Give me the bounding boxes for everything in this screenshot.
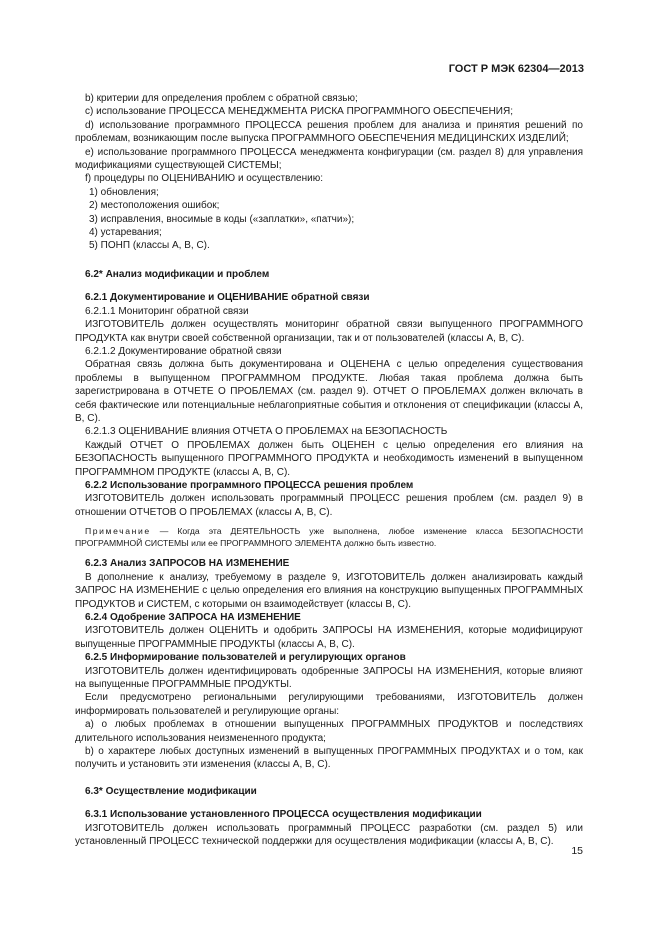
paragraph-6-2-1-2: Обратная связь должна быть документирована и ОЦЕНЕНА с целью определения существования проблемы в выпущенном ПРОГРАММНОМ ПРОДУКТЕ. Любая такая проблема должна быть зарегистрирована в ОТЧЕТЕ О ПРОБЛЕМАХ (см. раздел 9). ОТЧЕТ О ПРОБЛЕМАХ должен включать в себя фактические или потенциальные неблагоприятные события и отклонения от спецификации (классы A, B, C). <box>75 359 583 424</box>
list-item-b: b) критерии для определения проблем с обратной связью; <box>85 93 358 104</box>
paragraph-6-2-2: ИЗГОТОВИТЕЛЬ должен использовать программный ПРОЦЕСС решения проблем (см. раздел 9) в отношении ОТЧЕТОВ О ПРОБЛЕМАХ (классы A, B, C). <box>75 493 583 518</box>
heading-6-2-4: 6.2.4 Одобрение ЗАПРОСА НА ИЗМЕНЕНИЕ <box>85 612 301 623</box>
paragraph-6-2-1-3: Каждый ОТЧЕТ О ПРОБЛЕМАХ должен быть ОЦЕНЕН с целью определения его влияния на БЕЗОПАСНОСТЬ выпущенного ПРОГРАММНОГО ПРОДУКТА и необходимость изменений в выпущенном ПРОГРАММНОМ ПРОДУКТЕ (классы A, B, C). <box>75 439 583 478</box>
heading-6-2-3: 6.2.3 Анализ ЗАПРОСОВ НА ИЗМЕНЕНИЕ <box>85 558 290 570</box>
note <box>75 526 583 549</box>
section-heading-6-3: 6.3* Осуществление модификации <box>85 785 257 797</box>
list-item-c: c) использование ПРОЦЕССА МЕНЕДЖМЕНТА РИСКА ПРОГРАММНОГО ОБЕСПЕЧЕНИЯ; <box>85 106 513 118</box>
note-label: Примечание <box>85 526 151 537</box>
subheading-6-2-1-3: 6.2.1.3 ОЦЕНИВАНИЕ влияния ОТЧЕТА О ПРОБЛЕМАХ на БЕЗОПАСНОСТЬ <box>85 426 448 438</box>
list-item-e: e) использование программного ПРОЦЕССА менеджмента конфигурации (см. раздел 8) для управления модификациями существующей СИСТЕМЫ; <box>75 146 583 172</box>
list-item-d: d) использование программного ПРОЦЕССА решения проблем для анализа и принятия решений по проблемам, возникающим после выпуска ПРОГРАММНОГО ОБЕСПЕЧЕНИЯ МЕДИЦИНСКИХ ИЗДЕЛИЙ; <box>75 119 583 145</box>
heading-6-2-2: 6.2.2 Использование программного ПРОЦЕССА решения проблем <box>85 479 414 491</box>
document-header: ГОСТ Р МЭК 62304—2013 <box>448 63 584 75</box>
sub-item-2: 2) местоположения ошибок; <box>89 200 220 212</box>
heading-6-2-5: 6.2.5 Информирование пользователей и регулирующих органов <box>85 652 406 664</box>
heading-6-3-1: 6.3.1 Использование установленного ПРОЦЕССА осуществления модификации <box>85 809 482 821</box>
sub-item-1: 1) обновления; <box>89 186 159 198</box>
paragraph-6-2-5-b: Если предусмотрено региональными регулирующими требованиями, ИЗГОТОВИТЕЛЬ должен информировать пользователей и регулирующие органы: <box>75 692 583 717</box>
page-number: 15 <box>571 845 583 857</box>
subheading-6-2-1-1: 6.2.1.1 Мониторинг обратной связи <box>85 305 249 317</box>
sub-item-5: 5) ПОНП (классы A, B, C). <box>89 240 210 252</box>
list-item-f: f) процедуры по ОЦЕНИВАНИЮ и осуществлению: <box>85 173 323 185</box>
paragraph-6-2-1-1: ИЗГОТОВИТЕЛЬ должен осуществлять мониторинг обратной связи выпущенного ПРОГРАММНОГО ПРОДУКТА как внутри своей собственной организации, так и от пользователей (классы A, B, C). <box>75 319 583 344</box>
paragraph-6-2-5-c: a) о любых проблемах в отношении выпущенных ПРОГРАММНЫХ ПРОДУКТОВ и последствиях длительного использования неизмененного продукта; <box>75 719 583 744</box>
heading-6-2-1: 6.2.1 Документирование и ОЦЕНИВАНИЕ обратной связи <box>85 292 370 304</box>
sub-item-4: 4) устаревания; <box>89 227 162 239</box>
page-body <box>75 92 583 849</box>
sub-item-3: 3) исправления, вносимые в коды («заплатки», «патчи»); <box>89 213 355 225</box>
paragraph-6-2-4: ИЗГОТОВИТЕЛЬ должен ОЦЕНИТЬ и одобрить ЗАПРОСЫ НА ИЗМЕНЕНИЯ, которые модифицируют выпущенные ПРОГРАММНЫЕ ПРОДУКТЫ (классы A, B, C). <box>75 625 583 650</box>
paragraph-6-2-5-a: ИЗГОТОВИТЕЛЬ должен идентифицировать одобренные ЗАПРОСЫ НА ИЗМЕНЕНИЯ, которые влияют на выпущенные ПРОГРАММНЫЕ ПРОДУКТЫ. <box>75 665 583 691</box>
paragraph-6-2-5-d: b) о характере любых доступных изменений в выпущенных ПРОГРАММНЫХ ПРОДУКТАХ и о том, как получить и установить эти изменения (классы A, B, C). <box>75 746 583 771</box>
note-text: — Когда эта ДЕЯТЕЛЬНОСТЬ уже выполнена, любое изменение класса БЕЗОПАСНОСТИ ПРОГРАММНОЙ СИСТЕМЫ или ее ПРОГРАММНОГО ЭЛЕМЕНТА должно быть известно. <box>75 526 583 548</box>
paragraph-6-2-3: В дополнение к анализу, требуемому в разделе 9, ИЗГОТОВИТЕЛЬ должен анализировать каждый ЗАПРОС НА ИЗМЕНЕНИЕ с целью определения его влияния на конструкцию выпущенных ПРОГРАММНЫХ ПРОДУКТОВ и СИСТЕМ, с которыми он взаимодействует (классы B, C). <box>75 571 583 610</box>
section-heading-6-2: 6.2* Анализ модификации и проблем <box>85 268 270 280</box>
subheading-6-2-1-2: 6.2.1.2 Документирование обратной связи <box>85 345 282 357</box>
paragraph-6-3-1: ИЗГОТОВИТЕЛЬ должен использовать программный ПРОЦЕСС разработки (см. раздел 5) или установленный ПРОЦЕСС технической поддержки для осуществления модификации (классы A, B, C). <box>75 822 583 848</box>
